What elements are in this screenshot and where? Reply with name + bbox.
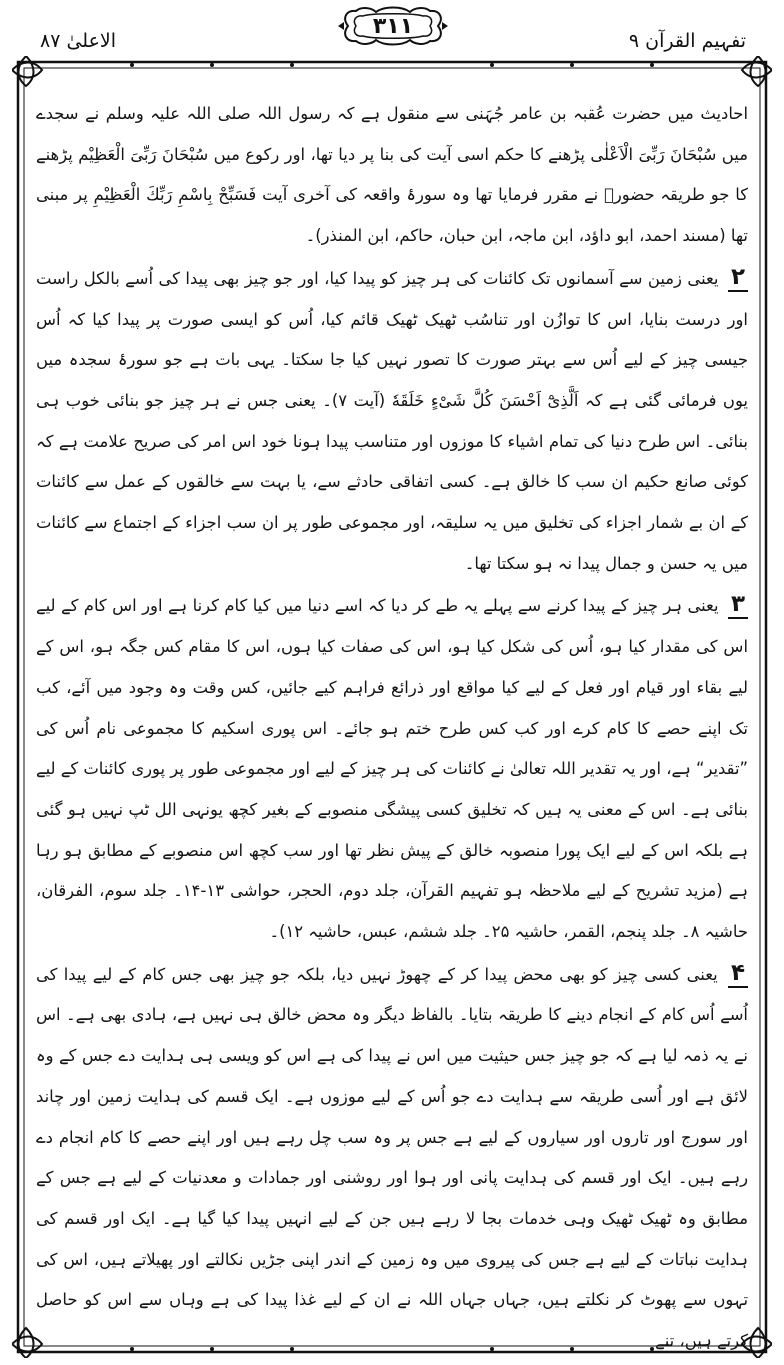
paragraph-text: یعنی ہر چیز کے پیدا کرنے سے پہلے یہ طے کر دیا کہ اسے دنیا میں کیا کام کرنا ہے اور اس کام کے لیے اس کی مقدار کیا ہو، اُس کی شکل کیا ہو، اس کی صفات کیا ہوں، اس کا مقام کس جگہ ہو، اس کے لیے بقاء اور قیام اور فعل کے لیے کیا مواقع اور ذرائع فراہم کیے جائیں، کس وقت وہ وجود میں آئے، کب تک اپنے حصے کا کام کرے اور کب کس طرح ختم ہو جائے۔ اس پوری اسکیم کا مجموعی نام اُس کی ”تقدیر“ ہے، اور یہ تقدیر اللہ تعالیٰ نے کائنات کی ہر چیز کے لیے اور مجموعی طور پر پوری کائنات کے لیے بنائی ہے۔ اس کے معنی یہ ہیں کہ تخلیق کسی پیشگی منصوبے کے بغیر کچھ یونہی الل ٹپ نہیں ہو گئی ہے بلکہ اس کے لیے ایک پورا منصوبہ خالق کے پیش نظر تھا اور سب کچھ اس منصوبے کے مطابق ہو رہا ہے (مزید تشریح کے لیے ملاحظہ ہو تفہیم القرآن، جلد دوم، الحجر، حواشی ۱۳-۱۴۔ جلد سوم، الفرقان، حاشیہ ۸۔ جلد پنجم، القمر، حاشیہ ۲۵۔ جلد ششم، عبس، حاشیہ ۱۲)۔	[36, 596, 748, 942]
running-title-book: تفہیم القرآن ۹	[628, 30, 746, 52]
paragraph-text: احادیث میں حضرت عُقبہ بن عامر جُہَنی سے منقول ہے کہ رسول اللہ صلی اللہ علیہ وسلم نے سجدے میں سُبْحَانَ رَبِّیَ الْاَعْلٰی پڑھنے کا حکم اسی آیت کی بنا پر دیا تھا، اور رکوع میں سُبْحَانَ رَبِّیَ الْعَظِیْم پڑھنے کا جو طریقہ حضورؐ نے مقرر فرمایا تھا وہ سورۂ واقعہ کی آخری آیت فَسَبِّحْ بِاسْمِ رَبِّكَ الْعَظِیْمِ پر مبنی تھا (مسند احمد، ابو داؤد، ابن ماجہ، ابن حبان، حاکم، ابن المنذر)۔	[36, 104, 748, 246]
note-paragraph-3	[36, 584, 748, 952]
page-header	[0, 0, 784, 56]
paragraph-text: یعنی کسی چیز کو بھی محض پیدا کر کے چھوڑ نہیں دیا، بلکہ جو چیز بھی جس کام کے لیے پیدا کی اُسے اُس کام کے انجام دینے کا طریقہ بتایا۔ بالفاظ دیگر وہ محض خالق ہی نہیں ہے، ہادی بھی ہے۔ اس نے یہ ذمہ لیا ہے کہ جو چیز جس حیثیت میں اس نے پیدا کی ہے اس کو ویسی ہی ہدایت دے جس کے وہ لائق ہے اور اُسی طریقہ سے ہدایت دے جو اُس کے لیے موزوں ہے۔ ایک قسم کی ہدایت زمین اور چاند اور سورج اور تاروں اور سیاروں کے لیے ہے جس پر وہ سب چل رہے ہیں اور اپنے حصے کا کام انجام دے رہے ہیں۔ ایک اور قسم کی ہدایت پانی اور ہوا اور روشنی اور جمادات و معدنیات کے لیے ہے جس کے مطابق وہ ٹھیک ٹھیک وہی خدمات بجا لا رہے ہیں جن کے لیے انہیں پیدا کیا گیا ہے۔ ایک اور قسم کی ہدایت نباتات کے لیے ہے جس کی پیروی میں وہ زمین کے اندر اپنی جڑیں نکالتے اور پھیلاتے ہیں، اس کی تہوں سے پھوٹ کر نکلتے ہیں، جہاں جہاں اللہ نے ان کے لیے غذا پیدا کی ہے وہاں سے اس کو حاصل کرتے ہیں، تنے	[36, 964, 748, 1351]
note-paragraph-2	[36, 257, 748, 585]
note-number: ۳	[728, 591, 748, 619]
running-title-surah: الاعلیٰ ۸۷	[40, 30, 117, 52]
note-number: ۴	[728, 960, 748, 988]
page-number: ۳۱۱	[372, 13, 414, 39]
paragraph-hadith	[36, 94, 748, 257]
page-frame	[12, 56, 772, 1358]
commentary-text	[36, 94, 748, 1356]
note-number: ۲	[728, 264, 748, 292]
note-paragraph-4	[36, 953, 748, 1356]
paragraph-text: یعنی زمین سے آسمانوں تک کائنات کی ہر چیز کو پیدا کیا، اور جو چیز بھی پیدا کی اُسے بالکل راست اور درست بنایا، اس کا توازُن اور تناسُب ٹھیک ٹھیک قائم کیا، اُس کو ایسی صورت پر پیدا کیا کہ اُس جیسی چیز کے لیے اُس سے بہتر صورت کا تصور نہیں کیا جا سکتا۔ یہی بات ہے جو سورۂ سجدہ میں یوں فرمائی گئی ہے کہ اَلَّذِیْٓ اَحْسَنَ كُلَّ شَیْءٍ خَلَقَهٗ (آیت ۷)۔ یعنی جس نے ہر چیز جو بنائی خوب ہی بنائی۔ اس طرح دنیا کی تمام اشیاء کا موزوں اور متناسب پیدا ہونا خود اس امر کی صریح علامت ہے کہ کوئی صانع حکیم ان سب کا خالق ہے۔ کسی اتفاقی حادثے سے، یا بہت سے خالقوں کے عمل سے کائنات کے ان بے شمار اجزاء کی تخلیق میں یہ سلیقہ، اور مجموعی طور پر ان سب اجزاء کے اجتماع سے کائنات میں یہ حسن و جمال پیدا نہ ہو سکتا تھا۔	[36, 268, 748, 573]
page-number-seal	[332, 4, 454, 48]
